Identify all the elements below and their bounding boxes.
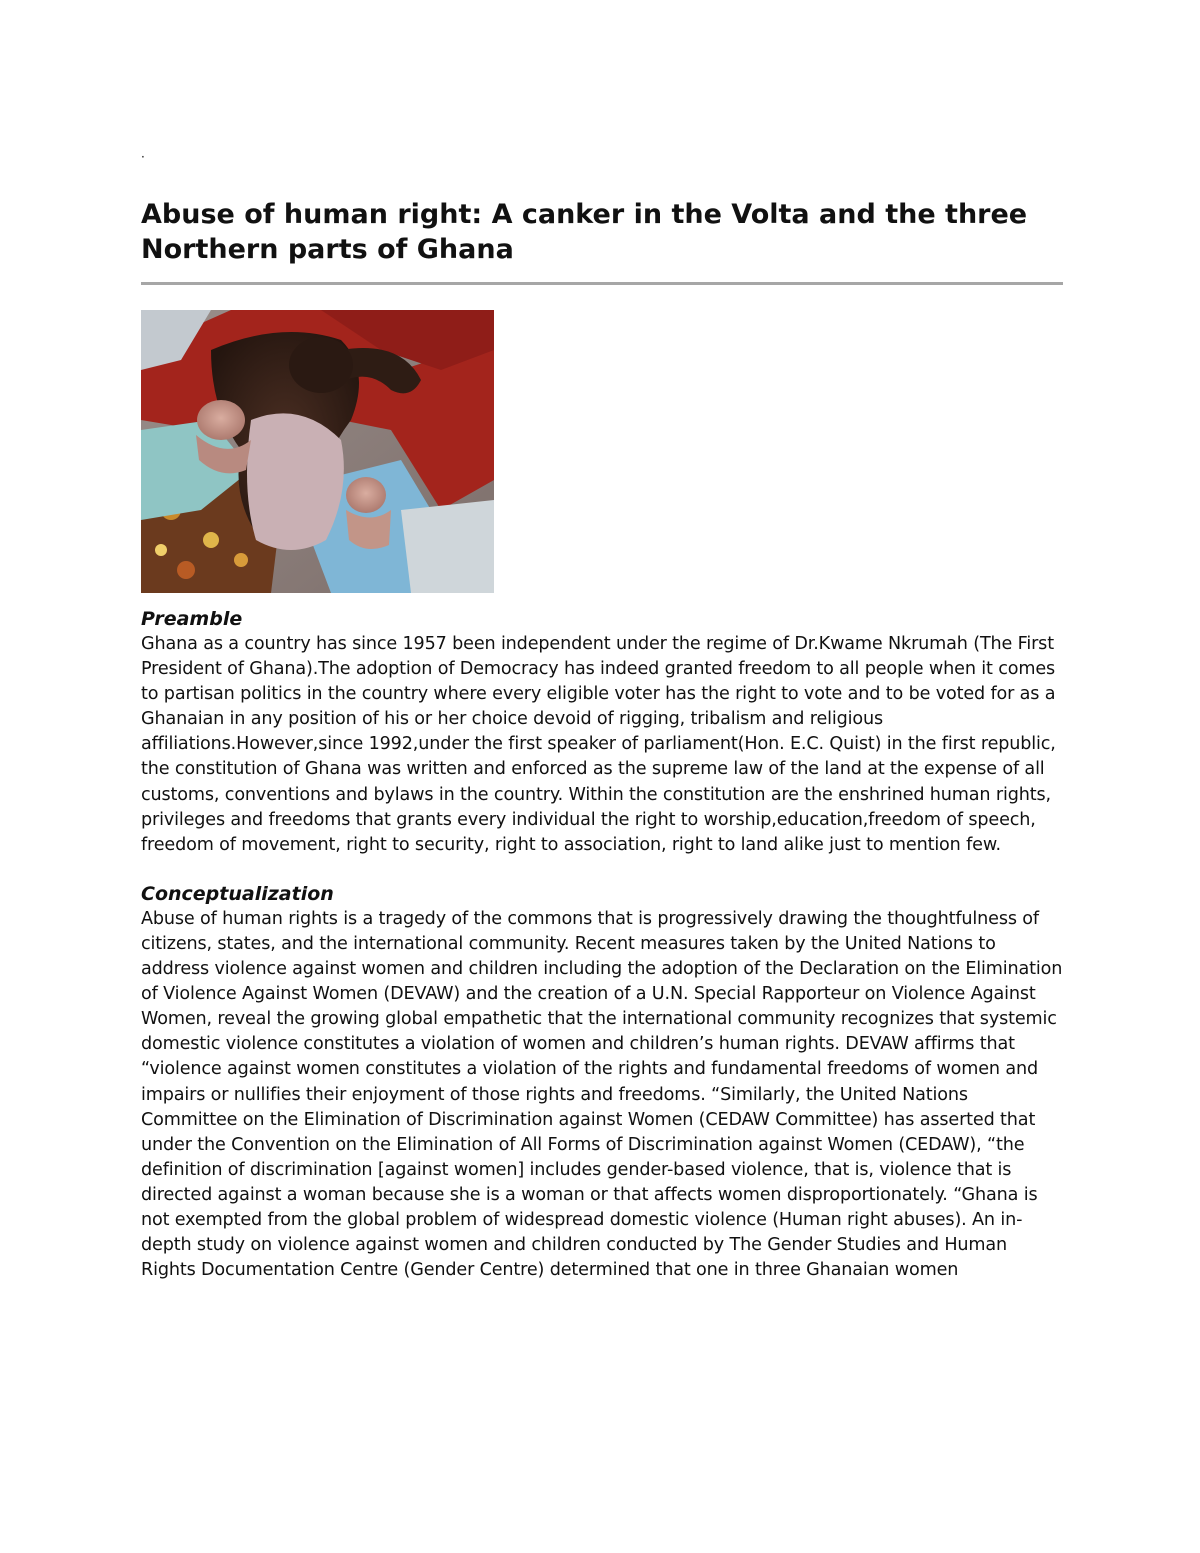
section-heading-conceptualization: Conceptualization [141, 882, 334, 905]
section-text-preamble: Ghana as a country has since 1957 been independent under the regime of Dr.Kwame Nkrumah (The First President of Ghana).The adoption of Democracy has indeed granted freedom to all people when it comes to partisan politics in the country where every eligible voter has the right to vote and to be voted for as a Ghanaian in any position of his or her choice devoid of rigging, tribalism and religious affiliations.However,since 1992,under the first speaker of parliament(Hon. E.C. Quist) in the first republic, the constitution of Ghana was written and enforced as the supreme law of the land at the expense of all customs, conventions and bylaws in the country. Within the constitution are the enshrined human rights, privileges and freedoms that grants every individual the right to worship,education,freedom of speech, freedom of movement, right to security, right to association, right to land alike just to mention few. [141, 634, 1056, 855]
article-title: Abuse of human right: A canker in the Volta and the three Northern parts of Ghana [141, 199, 1028, 265]
mother-with-twins-photo [141, 310, 494, 593]
section-heading-preamble: Preamble [141, 608, 243, 630]
section-text-conceptualization: Abuse of human rights is a tragedy of the commons that is progressively drawing the thoughtfulness of citizens, states, and the international community. Recent measures taken by the United Nations to address violence against women and children including the adoption of the Declaration on the Elimination of Violence Against Women (DEVAW) and the creation of a U.N. Special Rapporteur on Violence Against Women, reveal the growing global empathetic that the international community recognizes that systemic domestic violence constitutes a violation of women and children’s human rights. DEVAW affirms that “violence against women constitutes a violation of the rights and fundamental freedoms of women and impairs or nullifies their enjoyment of those rights and freedoms. “Similarly, the United Nations Committee on the Elimination of Discrimination against Women (CEDAW Committee) has asserted that under the Convention on the Elimination of All Forms of Discrimination against Women (CEDAW), “the definition of discrimination [against women] includes gender-based violence, that is, violence that is directed against a woman because she is a woman or that affects women disproportionately. “Ghana is not exempted from the global problem of widespread domestic violence (Human right abuses). An in-depth study on violence against women and children conducted by The Gender Studies and Human Rights Documentation Centre (Gender Centre) determined that one in three Ghanaian women [141, 908, 1063, 1281]
page-marker: · [141, 150, 145, 164]
document-page [141, 150, 1063, 1283]
title-divider [141, 282, 1063, 285]
